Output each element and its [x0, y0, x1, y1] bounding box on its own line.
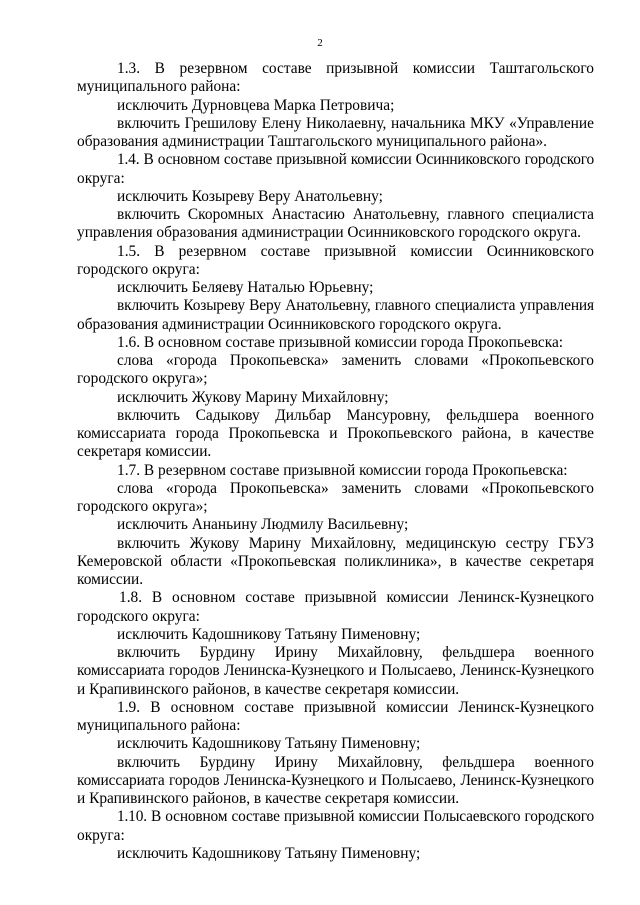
- paragraph-line: исключить Дурновцева Марка Петровича;: [117, 96, 395, 114]
- paragraph-line: городского округа:: [77, 260, 200, 278]
- paragraph-line: исключить Жукову Марину Михайловну;: [117, 388, 389, 406]
- paragraph-line: муниципального района:: [77, 717, 241, 734]
- paragraph-line: включить Козыреву Веру Анатольевну, главного специалиста управления: [117, 297, 594, 315]
- paragraph-line: исключить Кадошникову Татьяну Пименовну;: [117, 625, 421, 643]
- paragraph-line: исключить Беляеву Наталью Юрьевну;: [117, 279, 374, 296]
- paragraph-line: образования администрации Таштагольского муниципального района».: [77, 133, 547, 150]
- document-body: [77, 60, 594, 863]
- paragraph-line: управления образования администрации Осинниковского городского округа.: [77, 224, 582, 242]
- paragraph-line: комиссариата города Прокопьевска и Прокопьевского района, в качестве: [77, 425, 594, 442]
- paragraph-line: слова «города Прокопьевска» заменить словами «Прокопьевского: [117, 352, 594, 369]
- paragraph-line: исключить Ананьину Людмилу Васильевну;: [117, 516, 409, 534]
- paragraph-line: 1.3. В резервном составе призывной комиссии Таштагольского: [117, 60, 594, 77]
- paragraph-line: слова «города Прокопьевска» заменить словами «Прокопьевского: [117, 479, 594, 497]
- paragraph-line: муниципального района:: [77, 78, 241, 96]
- paragraph-line: и Крапивинского районов, в качестве секретаря комиссии.: [77, 680, 460, 698]
- paragraph-line: включить Скоромных Анастасию Анатольевну, главного специалиста: [117, 206, 594, 223]
- paragraph-line: городского округа»;: [77, 370, 208, 388]
- paragraph-line: секретаря комиссии.: [77, 443, 212, 461]
- paragraph-line: комиссариата городов Ленинска-Кузнецкого и Полысаево, Ленинск-Кузнецкого: [77, 771, 594, 789]
- paragraph-line: округа:: [77, 169, 125, 187]
- paragraph-line: 1.9. В основном составе призывной комиссии Ленинск-Кузнецкого: [117, 698, 594, 716]
- paragraph-line: включить Жукову Марину Михайловну, медицинскую сестру ГБУЗ: [117, 534, 594, 552]
- paragraph-line: 1.4. В основном составе призывной комиссии Осинниковского городского: [117, 151, 594, 169]
- paragraph-line: Кемеровской области «Прокопьевская поликлиника», в качестве секретаря: [77, 552, 594, 570]
- paragraph-line: 1.10. В основном составе призывной комиссии Полысаевского городского: [117, 808, 594, 826]
- paragraph-line: и Крапивинского районов, в качестве секретаря комиссии.: [77, 790, 460, 807]
- paragraph-line: включить Бурдину Ирину Михайловну, фельдшера военного: [117, 644, 594, 661]
- paragraph-line: 1.8. В основном составе призывной комиссии Ленинск-Кузнецкого: [119, 589, 594, 607]
- paragraph-line: включить Бурдину Ирину Михайловну, фельдшера военного: [117, 753, 594, 771]
- paragraph-line: 1.5. В резервном составе призывной комиссии Осинниковского: [117, 242, 594, 260]
- paragraph-line: городского округа:: [77, 607, 200, 625]
- paragraph-line: комиссии.: [77, 571, 144, 588]
- page-number: 2: [317, 37, 323, 49]
- paragraph-line: исключить Кадошникову Татьяну Пименовну;: [117, 735, 421, 753]
- paragraph-line: комиссариата городов Ленинска-Кузнецкого и Полысаево, Ленинск-Кузнецкого: [77, 662, 594, 680]
- paragraph-line: 1.6. В основном составе призывной комиссии города Прокопьевска:: [117, 333, 564, 351]
- paragraph-line: 1.7. В резервном составе призывной комиссии города Прокопьевска:: [117, 461, 568, 479]
- paragraph-line: образования администрации Осинниковского городского округа.: [77, 315, 502, 333]
- paragraph-line: округа:: [77, 826, 125, 844]
- paragraph-line: включить Грешилову Елену Николаевну, начальника МКУ «Управление: [117, 114, 594, 132]
- paragraph-line: исключить Козыреву Веру Анатольевну;: [117, 187, 383, 205]
- paragraph-line: включить Садыкову Дильбар Мансуровну, фельдшера военного: [117, 406, 594, 424]
- paragraph-line: городского округа»;: [77, 498, 208, 515]
- paragraph-line: исключить Кадошникову Татьяну Пименовну;: [117, 844, 421, 862]
